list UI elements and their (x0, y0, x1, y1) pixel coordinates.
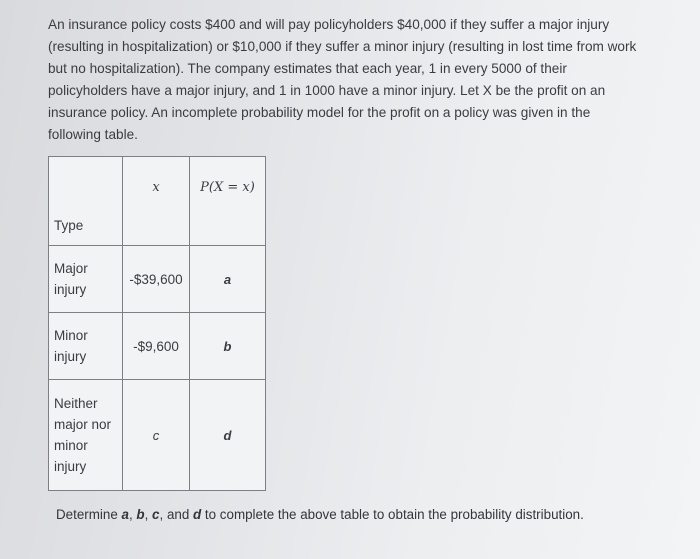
problem-line: policyholders have a major injury, and 1 in 1000 have a minor injury. Let X be the profit on an (48, 83, 606, 98)
variable-b: b (136, 507, 145, 522)
x-value-cell: -$39,600 (123, 246, 190, 313)
problem-statement (48, 14, 668, 146)
table-row (49, 246, 266, 313)
header-probability (190, 157, 266, 246)
type-label-line: injury (54, 349, 87, 364)
type-label-line: Neither (54, 396, 98, 411)
header-x (123, 157, 190, 246)
table-row (49, 313, 266, 380)
type-label-line: injury (54, 282, 87, 297)
header-probability-symbol: P(X = x) (200, 180, 255, 195)
probability-cell (190, 246, 266, 313)
x-value-unknown: c (152, 427, 160, 443)
variable-d: d (193, 507, 202, 522)
instruction-text (56, 507, 584, 522)
type-cell (49, 380, 123, 491)
type-label-line: major nor (54, 417, 112, 432)
variable-a: a (121, 507, 129, 522)
type-label-line: Major (54, 261, 88, 276)
header-type: Type (49, 157, 123, 246)
problem-line: insurance policy. An incomplete probability model for the profit on a policy was given in the (48, 105, 591, 120)
problem-line: but no hospitalization). The company estimates that each year, 1 in every 5000 of their (48, 61, 567, 76)
header-x-symbol: x (152, 180, 160, 195)
probability-unknown: b (223, 338, 232, 354)
type-label-line: minor (54, 438, 88, 453)
x-value-cell (123, 380, 190, 491)
type-cell (49, 313, 123, 380)
probability-model-table (48, 156, 266, 491)
type-cell (49, 246, 123, 313)
instruction-separator: , (128, 507, 137, 522)
probability-cell (190, 313, 266, 380)
instruction-separator: , and (159, 507, 194, 522)
problem-line: (resulting in hospitalization) or $10,000 if they suffer a minor injury (resulting in lost time from work (48, 39, 637, 54)
instruction-suffix: to complete the above table to obtain the probability distribution. (201, 507, 584, 522)
x-value-cell: -$9,600 (123, 313, 190, 380)
probability-cell (190, 380, 266, 491)
problem-line: following table. (48, 127, 138, 142)
probability-unknown: a (223, 271, 232, 287)
table-header-row (49, 157, 266, 246)
instruction-separator: , (144, 507, 153, 522)
type-label-line: injury (54, 459, 87, 474)
table-row (49, 380, 266, 491)
problem-line: An insurance policy costs $400 and will pay policyholders $40,000 if they suffer a major injury (48, 17, 610, 32)
instruction-prefix: Determine (56, 507, 122, 522)
variable-c: c (152, 507, 160, 522)
probability-unknown: d (223, 427, 232, 443)
type-label-line: Minor (54, 328, 88, 343)
